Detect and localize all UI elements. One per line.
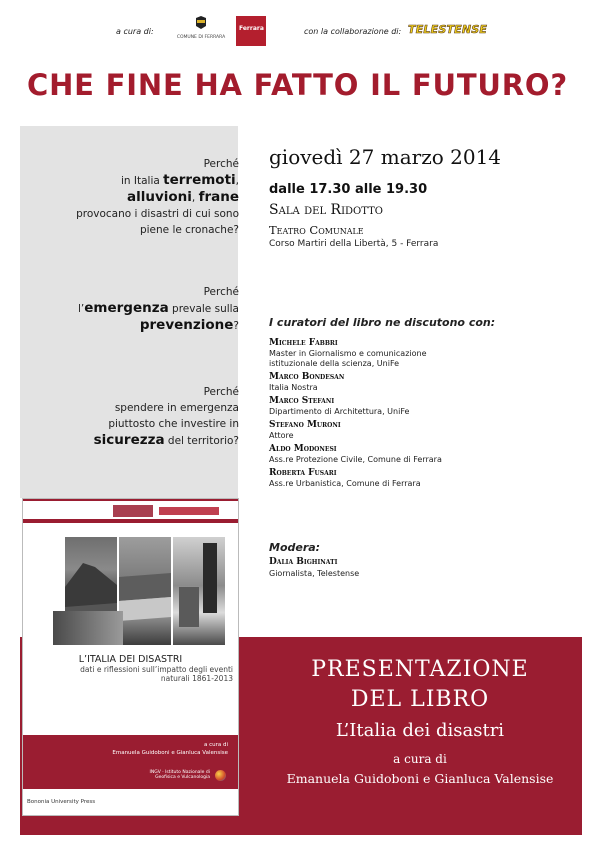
cover-title: L’ITALIA DEI DISASTRI	[78, 654, 183, 665]
moderator-name: Dalia Bighinati	[269, 557, 338, 567]
speaker-role: Ass.re Protezione Civile, Comune di Ferrara	[269, 455, 442, 464]
question-text: spendere in emergenza	[114, 402, 239, 414]
comune-ferrara-logo	[176, 16, 226, 46]
ferrara-logo	[236, 16, 266, 46]
question-text: in Italia	[120, 175, 164, 187]
book-cover-image	[22, 498, 239, 816]
question-text: ,	[235, 175, 239, 187]
question-text: l’	[77, 303, 85, 315]
presentation-heading-line1: PRESENTAZIONE	[311, 657, 529, 682]
moderator-role: Giornalista, Telestense	[269, 569, 360, 578]
question-2	[78, 284, 239, 334]
question-keyword: alluvioni	[126, 189, 192, 205]
speakers-intro: I curatori del libro ne discutono con:	[269, 316, 496, 329]
event-venue: Sala del Ridotto	[269, 202, 383, 218]
cover-photo-landslide	[53, 611, 123, 645]
speaker-role: Master in Giornalismo e comunicazione istituzionale della scienza, UniFe	[269, 349, 427, 368]
question-1	[76, 156, 239, 238]
question-text: piuttosto che investire in	[108, 418, 239, 430]
question-text: prevale sulla	[168, 303, 239, 315]
header-bar	[0, 14, 595, 48]
event-time: dalle 17.30 alle 19.30	[269, 182, 428, 197]
question-text: provocano i disastri di cui sono	[76, 208, 239, 220]
question-text: ?	[233, 320, 239, 332]
speaker-name: Michele Fabbri	[269, 338, 338, 348]
moderator-label: Modera:	[269, 541, 321, 554]
speaker-name: Marco Stefani	[269, 396, 335, 406]
cover-editors: Emanuela Guidoboni e Gianluca Valensise	[112, 750, 228, 756]
question-text: Perché	[203, 286, 239, 298]
cover-photo-ruins	[173, 537, 225, 645]
question-keyword: prevenzione	[139, 317, 234, 333]
event-address: Corso Martiri della Libertà, 5 - Ferrara	[269, 239, 439, 249]
speaker-role: Dipartimento di Architettura, UniFe	[269, 407, 410, 416]
event-venue-building: Teatro Comunale	[269, 223, 364, 237]
page-title: CHE FINE HA FATTO IL FUTURO?	[27, 68, 568, 102]
speaker-name: Stefano Muroni	[269, 420, 341, 430]
cover-publisher: Bononia University Press	[27, 799, 96, 805]
question-3	[94, 384, 239, 449]
speaker-item	[269, 396, 569, 417]
question-keyword: frane	[198, 189, 239, 205]
question-keyword: terremoti	[163, 172, 236, 188]
cover-photo-flood	[119, 537, 171, 645]
speaker-item	[269, 444, 569, 465]
speaker-item	[269, 372, 569, 393]
speaker-role: Attore	[269, 431, 294, 440]
speaker-name: Roberta Fusari	[269, 468, 337, 478]
cover-top-rule	[23, 499, 238, 501]
cover-series: INGV · Istituto Nazionale di Geofisica e Vulcanologia	[149, 770, 210, 780]
speaker-item	[269, 420, 569, 441]
presentation-heading-line2: DEL LIBRO	[350, 687, 490, 712]
question-keyword: emergenza	[84, 300, 169, 316]
cover-logo-right	[159, 507, 219, 515]
cover-logos	[113, 505, 233, 519]
speaker-name: Aldo Modonesi	[269, 444, 337, 454]
book-title: L’Italia dei disastri	[335, 720, 505, 741]
cover-strip	[23, 519, 238, 523]
collaborazione-label: con la collaborazione di:	[304, 27, 402, 36]
speaker-name: Marco Bondesan	[269, 372, 345, 382]
speakers-list	[269, 338, 569, 492]
event-date: giovedì 27 marzo 2014	[269, 145, 502, 169]
question-keyword: sicurezza	[93, 432, 165, 448]
question-text: Perché	[203, 158, 239, 170]
question-text: ,	[191, 192, 199, 204]
speaker-role: Italia Nostra	[269, 383, 318, 392]
speaker-item	[269, 338, 569, 369]
question-text: Perché	[203, 386, 239, 398]
cover-subtitle: dati e riflessioni sull’impatto degli eventi naturali 1861-2013	[80, 665, 233, 683]
speaker-item	[269, 468, 569, 489]
cover-editors-label: a cura di	[203, 742, 228, 748]
speaker-role: Ass.re Urbanistica, Comune di Ferrara	[269, 479, 421, 488]
book-editors-label: a cura di	[393, 752, 447, 766]
question-text: piene le cronache?	[139, 224, 239, 236]
globe-icon	[215, 770, 226, 781]
telestense-logo: TELESTENSE	[408, 23, 488, 36]
book-editors: Emanuela Guidoboni e Gianluca Valensise	[286, 771, 554, 786]
question-text: del territorio?	[164, 435, 239, 447]
a-cura-di-label: a cura di:	[116, 27, 154, 36]
ferrara-logo-text: Ferrara	[239, 25, 264, 32]
cover-logo-left	[113, 505, 153, 517]
svg-text:COMUNE DI FERRARA: COMUNE DI FERRARA	[176, 35, 226, 40]
